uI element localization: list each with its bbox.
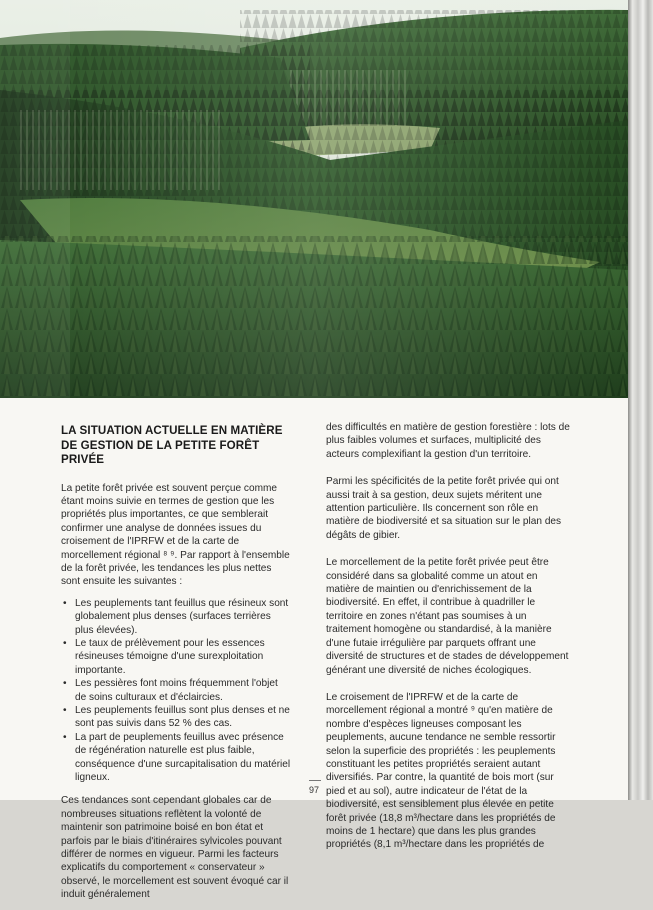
closing-paragraph: Ces tendances sont cependant globales car de nombreuses situations reflètent la volonté de maintenir son patrimoine boisé en bon état et parfois par le biais d'itinéraires sylvicoles pouvant différer de normes en vigueur. Parmi les facteurs explicatifs du comportement « conservateur » observé, le morcellement est souvent évoqué car il induit généralement [61,795,289,901]
left-column [61,421,291,910]
findings-list [61,597,291,785]
paragraph-continuation: des difficultés en matière de gestion forestière : lots de plus faibles volumes et surfaces, multiplicité des acteurs complexifiant la gestion d'un territoire. [326,422,570,460]
intro-paragraph: La petite forêt privée est souvent perçue comme étant moins suivie en termes de gestion que les propriétés plus importantes, ce que semblerait confirmer une analyse de données issues du croisement de l'IPRFW et de la carte de morcellement régional ⁸ ⁹. Par rapport à l'ensemble de la forêt privée, les tendances les plus nettes sont ensuite les suivantes : [61,482,290,588]
forest-photo [0,0,628,398]
paragraph-specificities: Parmi les spécificités de la petite forêt privée qui ont aussi trait à sa gestion, deux sujets méritent une attention particulière. Ils concernent son rôle en matière de biodiversité et sa situation sur le plan des dégâts de gibier. [326,476,562,541]
page-number: 97 [308,785,319,795]
list-item: • Le taux de prélèvement pour les essences résineuses témoigne d'une surexploitation importante. [61,637,291,677]
list-item: • Les pessières font moins fréquemment l'objet de soins culturaux et d'éclaircies. [61,677,291,704]
list-item: • La part de peuplements feuillus avec présence de régénération naturelle est plus faible, conséquence d'une surcapitalisation du matériel ligneux. [61,731,291,785]
list-item: • Les peuplements tant feuillus que résineux sont globalement plus denses (surfaces terrières plus élevées). [61,597,291,637]
forest-photo-illustration [0,0,628,398]
book-page-edges [628,0,653,800]
right-column [326,421,571,866]
paragraph-deadwood: Le croisement de l'IPRFW et de la carte de morcellement régional a montré ⁹ qu'en matière de nombre d'espèces ligneuses composant les peuplements, aucune tendance ne semble ressortir selon la superficie des propriétés : les peuplements constituant les petites propriétés seraient autant diversifiés. Par contre, la quantité de bois mort (sur pied et au sol), autre indicateur de l'état de la biodiversité, est sensiblement plus élevée en petite forêt privée (18,8 m³/hectare dans les propriétés de moins de 1 hectare) que dans les plus grandes propriétés (8,1 m³/hectare dans les propriétés de [326,691,556,851]
page-number-rule [309,780,321,781]
list-item: • Les peuplements feuillus sont plus denses et ne sont pas suivis dans 52 % des cas. [61,704,291,731]
section-heading: LA SITUATION ACTUELLE EN MATIÈRE DE GESTION DE LA PETITE FORÊT PRIVÉE [61,424,283,466]
paragraph-biodiversity: Le morcellement de la petite forêt privée peut être considéré dans sa globalité comme un atout en matière de maintien ou d'enrichissement de la biodiversité. En effet, il contribue à quadriller le territoire en zones n'étant pas soumises à un traitement homogène ou standardisé, à la manière d'une futaie irrégulière par parquets offrant une diversité de structures et de stades de développement générant une diversité de niches écologiques. [326,557,569,676]
